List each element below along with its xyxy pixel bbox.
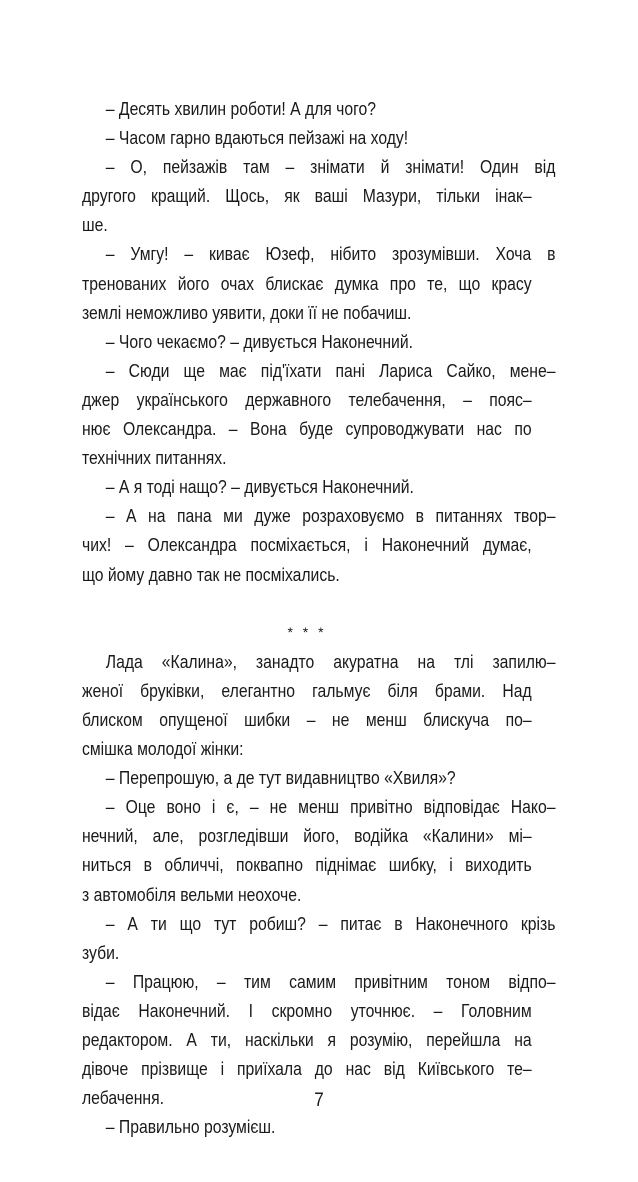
- text-line: тренованих його очах блискає думка про те, що красу: [82, 272, 532, 294]
- text-line: Лада «Калина», занадто акуратна на тлі запилю–: [105, 650, 556, 672]
- text-line: – Чого чекаємо? – дивується Наконечний.: [105, 330, 413, 352]
- text-line: дівоче прізвище і приїхала до нас від Київського те–: [82, 1058, 532, 1080]
- text-line: блиском опущеної шибки – не менш блискуча по–: [82, 708, 532, 730]
- text-line: редактором. А ти, наскільки я розумію, перейшла на: [82, 1029, 532, 1050]
- text-line: смішка молодої жінки:: [82, 738, 244, 760]
- section-separator: * * *: [287, 623, 327, 640]
- text-line: землі неможливо уявити, доки її не побачиш.: [82, 301, 412, 323]
- text-line: – О, пейзажів там – знімати й знімати! Один від: [105, 156, 556, 178]
- text-line: – А я тоді нащо? – дивується Наконечний.: [105, 476, 414, 498]
- text-line: з автомобіля вельми неохоче.: [82, 883, 302, 905]
- text-line: джер українського державного телебачення, – пояс–: [82, 388, 532, 410]
- text-line: чих! – Олександра посміхається, і Наконечний думає,: [82, 534, 532, 556]
- text-line: лебачення.: [82, 1087, 164, 1109]
- text-line: технічних питаннях.: [82, 447, 227, 469]
- text-line: – А на пана ми дуже розраховуємо в питаннях твор–: [105, 505, 556, 527]
- text-line: – Правильно розумієш.: [105, 1116, 276, 1138]
- page-body: [82, 94, 556, 1141]
- text-line: женої бруківки, елегантно гальмує біля брами. Над: [82, 679, 532, 701]
- text-section-1: [82, 94, 556, 589]
- page-number: 7: [314, 1090, 324, 1111]
- text-line: що йому давно так не посміхались.: [82, 563, 340, 585]
- text-line: – А ти що тут робиш? – питає в Наконечного крізь: [105, 912, 556, 934]
- text-line: – Десять хвилин роботи! А для чого?: [105, 98, 377, 119]
- text-line: – Перепрошую, а де тут видавництво «Хвиля»?: [105, 767, 456, 789]
- text-line: нечний, але, розгледівши його, водійка «Калини» мі–: [82, 825, 532, 847]
- text-line: ше.: [82, 214, 108, 236]
- text-line: зуби.: [82, 941, 120, 963]
- text-line: ниться в обличчі, поквапно піднімає шибку, і виходить: [82, 854, 532, 876]
- text-line: другого кращий. Щось, як ваші Мазури, тільки інак–: [82, 185, 532, 207]
- text-line: – Умгу! – киває Юзеф, нібито зрозумівши. Хоча в: [105, 243, 556, 265]
- text-line: – Часом гарно вдаються пейзажі на ходу!: [105, 127, 409, 149]
- text-line: – Працюю, – тим самим привітним тоном відпо–: [105, 970, 556, 992]
- text-line: нює Олександра. – Вона буде супроводжувати нас по: [82, 418, 532, 440]
- text-line: – Сюди ще має під'їхати пані Лариса Сайко, мене–: [105, 359, 556, 381]
- text-line: – Оце воно і є, – не менш привітно відповідає Нако–: [105, 796, 556, 818]
- text-line: відає Наконечний. І скромно уточнює. – Головним: [82, 999, 532, 1021]
- text-section-2: [82, 647, 556, 1142]
